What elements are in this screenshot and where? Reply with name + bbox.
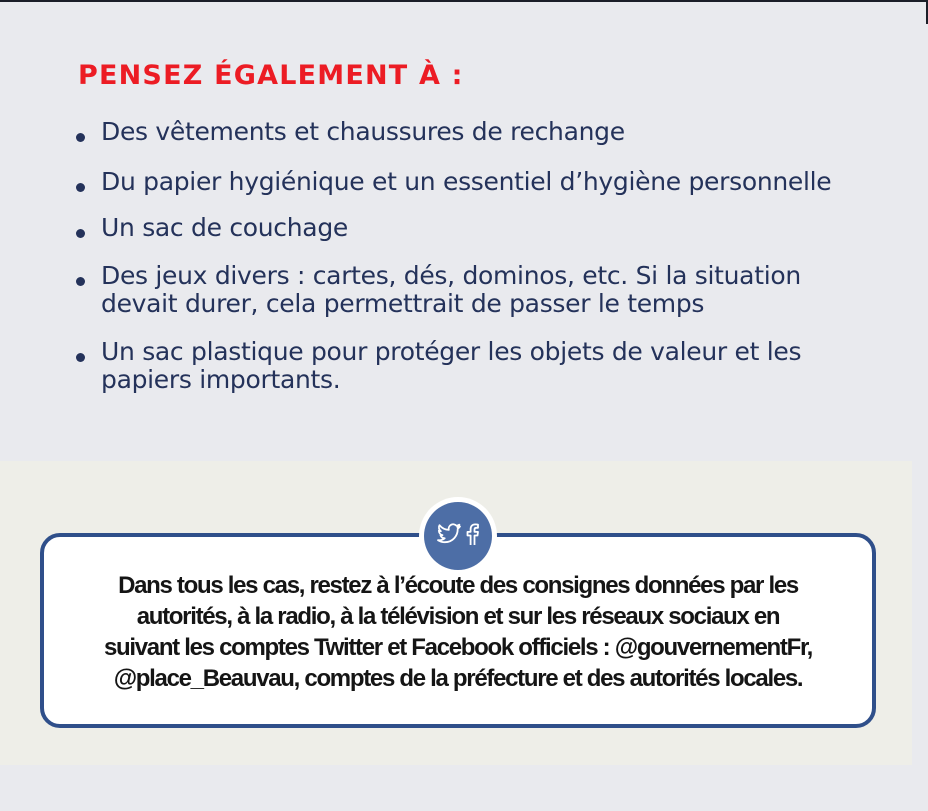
bullet-icon <box>76 183 85 192</box>
list-item-text: Du papier hygiénique et un essentiel d’hygiène personnelle <box>101 167 832 196</box>
checklist <box>76 118 836 394</box>
facebook-f-icon <box>464 522 480 551</box>
twitter-bird-icon <box>436 523 462 550</box>
list-item <box>76 168 836 196</box>
list-item-text: Des vêtements et chaussures de rechange <box>101 117 625 146</box>
bullet-icon <box>76 133 85 142</box>
notice-text <box>60 570 856 694</box>
list-item-text: Un sac de couchage <box>101 213 348 242</box>
list-item-text: Un sac plastique pour protéger les objets de valeur et les papiers importants. <box>101 337 802 394</box>
notice-line: @place_Beauvau, comptes de la préfecture et des autorités locales. <box>113 665 803 692</box>
bullet-icon <box>76 277 85 286</box>
bullet-icon <box>76 229 85 238</box>
notice-line: suivant les comptes Twitter et Facebook officiels : @gouvernementFr, <box>103 634 813 661</box>
notice-line: Dans tous les cas, restez à l’écoute des consignes données par les <box>118 572 798 599</box>
list-item-text: Des jeux divers : cartes, dés, dominos, etc. Si la situation devait durer, cela permettrait de passer le temps <box>101 261 801 318</box>
social-circle <box>424 502 492 570</box>
list-item <box>76 338 836 394</box>
notice-line: autorités, à la radio, à la télévision et sur les réseaux sociaux en <box>136 603 780 630</box>
top-border <box>0 0 928 2</box>
list-item <box>76 118 836 146</box>
section-heading: PENSEZ ÉGALEMENT À : <box>78 60 464 91</box>
list-item <box>76 214 836 242</box>
social-badge <box>419 497 497 575</box>
list-item <box>76 262 836 318</box>
bullet-icon <box>76 353 85 362</box>
